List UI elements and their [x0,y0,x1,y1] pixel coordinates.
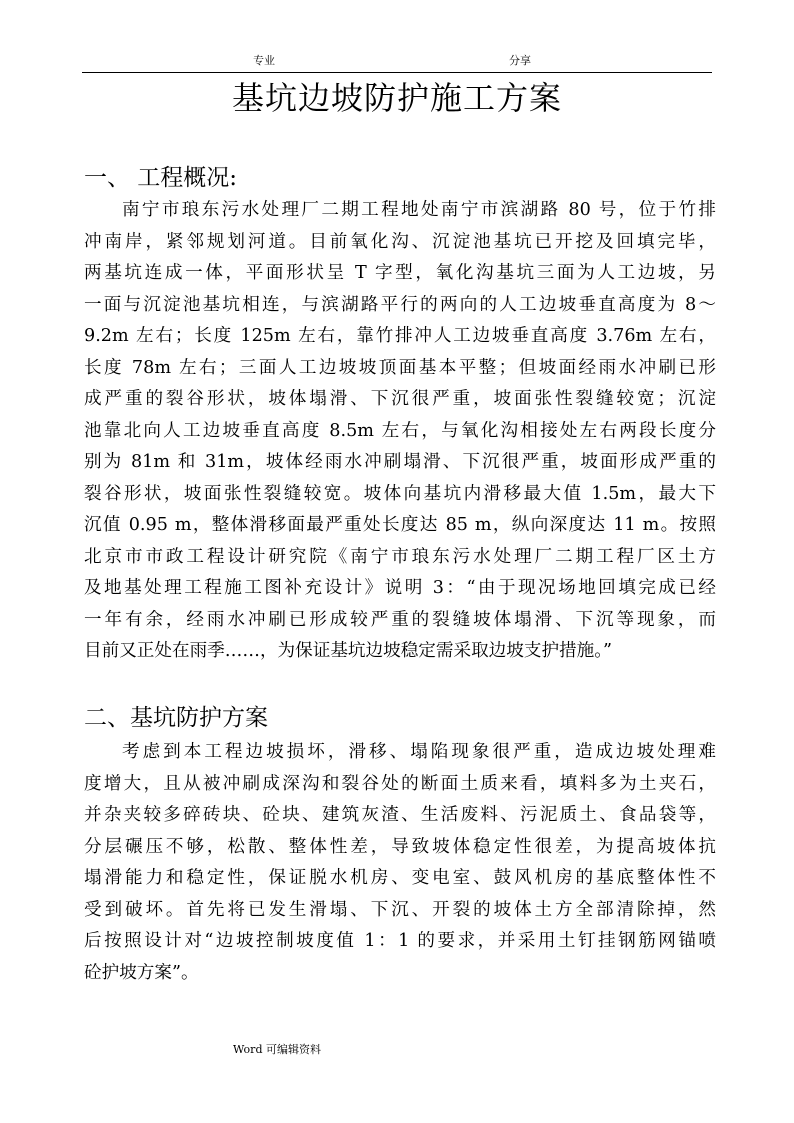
text-line: 南宁市琅东污水处理厂二期工程地处南宁市滨湖路 80 号，位于竹排 [122,200,716,220]
document-title: 基坑边坡防护施工方案 [231,79,562,117]
text-line: 冲南岸，紧邻规划河道。目前氧化沟、沉淀池基坑已开挖及回填完毕， [84,231,716,252]
text-line: 9.2m 左右；长度 125m 左右，靠竹排冲人工边坡垂直高度 3.76m 左右， [84,326,716,346]
paragraph-overview [84,195,716,668]
text-line: 池靠北向人工边坡垂直高度 8.5m 左右，与氧化沟相接处左右两段长度分 [84,420,716,441]
text-line: 考虑到本工程边坡损坏，滑移、塌陷现象很严重，造成边坡处理难 [122,742,716,762]
text-line: 并杂夹较多碎砖块、砼块、建筑灰渣、生活废料、污泥质土、食品袋等， [84,805,716,825]
footer-label: Word 可编辑资料 [233,1043,321,1056]
paragraph-protection-plan [84,737,716,989]
text-line: 两基坑连成一体，平面形状呈 T 字型，氧化沟基坑三面为人工边坡，另 [84,263,716,283]
header-divider [82,72,712,73]
text-line: 别为 81m 和 31m，坡体经雨水冲刷塌滑、下沉很严重，坡面形成严重的 [84,452,716,472]
text-line: 塌滑能力和稳定性，保证脱水机房、变电室、鼓风机房的基底整体性不 [84,868,716,888]
text-line: 裂谷形状，坡面张性裂缝较宽。坡体向基坑内滑移最大值 1.5m，最大下 [84,483,716,504]
text-line: 后按照设计对“边坡控制坡度值 1：1 的要求，并采用土钉挂钢筋网锚喷 [84,931,716,951]
text-line: 分层碾压不够，松散、整体性差，导致坡体稳定性很差，为提高坡体抗 [84,836,716,857]
header-right-label: 分享 [509,54,531,67]
text-line: 成严重的裂谷形状，坡体塌滑、下沉很严重，坡面张性裂缝较宽；沉淀 [84,389,716,409]
text-line: 长度 78m 左右；三面人工边坡坡顶面基本平整；但坡面经雨水冲刷已形 [84,357,716,378]
text-line: 一年有余，经雨水冲刷已形成较严重的裂缝坡体塌滑、下沉等现象，而 [84,609,716,630]
text-line: 受到破坏。首先将已发生滑塌、下沉、开裂的坡体土方全部清除掉，然 [84,899,716,920]
text-line: 度增大，且从被冲刷成深沟和裂谷处的断面土质来看，填料多为土夹石， [84,773,716,794]
text-line: 北京市市政工程设计研究院《南宁市琅东污水处理厂二期工程厂区土方 [84,546,716,567]
section-heading-protection-plan: 二、基坑防护方案 [84,705,268,731]
text-line: 砼护坡方案”。 [84,962,199,983]
text-line: 目前又正处在雨季……，为保证基坑边坡稳定需采取边坡支护措施。” [84,641,613,661]
text-line: 一面与沉淀池基坑相连，与滨湖路平行的两向的人工边坡垂直高度为 8～ [84,294,716,315]
header-left-label: 专业 [253,54,275,67]
text-line: 沉值 0.95 m，整体滑移面最严重处长度达 85 m，纵向深度达 11 m。按照 [84,515,716,535]
section-heading-overview: 一、 工程概况: [84,165,238,191]
text-line: 及地基处理工程施工图补充设计》说明 3：“由于现况场地回填完成已经 [84,578,716,598]
